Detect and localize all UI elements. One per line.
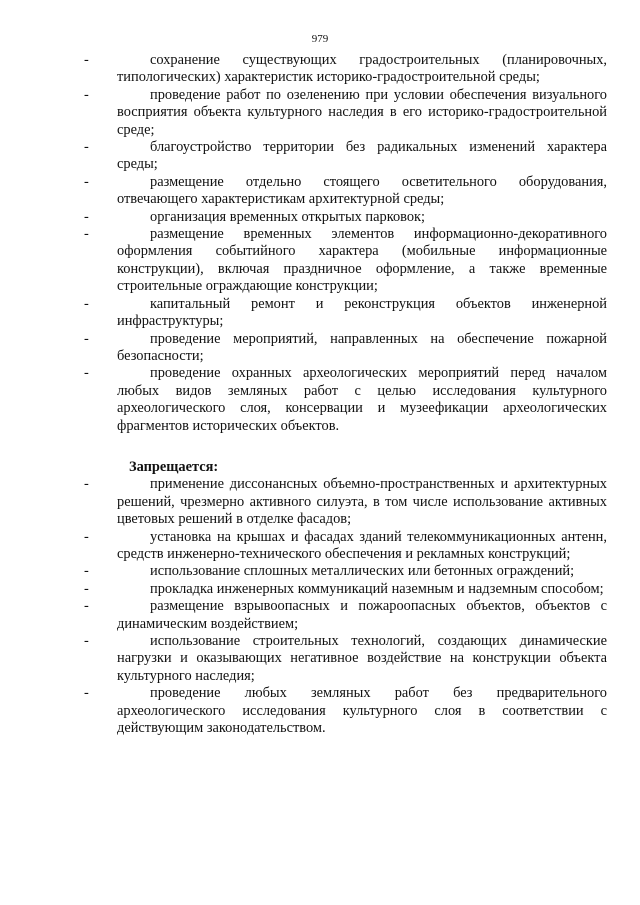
- list-item: [84, 476, 607, 528]
- list-item-text: размещение отдельно стоящего осветительного оборудования, отвечающего характеристикам архитектурной среды;: [117, 173, 607, 208]
- bullet-dash: -: [84, 173, 89, 190]
- list-item: [84, 685, 607, 737]
- list-item: [84, 295, 607, 331]
- list-item-text: размещение временных элементов информационно-декоративного оформления событийного характера (мобильные информационные конструкции), включая праздничное оформление, а также временные строительные ограждающие конструкции;: [117, 226, 607, 295]
- bullet-dash: -: [84, 580, 89, 597]
- list-item: [84, 365, 607, 435]
- list-item-text: сохранение существующих градостроительных (планировочных, типологических) характеристик историко-градостроительной среды;: [117, 52, 607, 86]
- bullet-dash: -: [84, 330, 89, 347]
- bullet-dash: -: [84, 139, 89, 156]
- list-item-text: размещение взрывоопасных и пожароопасных объектов, объектов с динамическим воздействием;: [117, 598, 607, 632]
- bullet-dash: -: [84, 685, 89, 702]
- list-item-text: применение диссонансных объемно-пространственных и архитектурных решений, чрезмерно активного силуэта, в том числе использование активных цветовых решений в отделке фасадов;: [117, 476, 607, 528]
- list-item: [84, 173, 607, 209]
- list-item: [84, 208, 607, 226]
- list-item-text: благоустройство территории без радикальных изменений характера среды;: [117, 139, 607, 173]
- bullet-dash: -: [84, 208, 89, 225]
- bullet-dash: -: [84, 563, 89, 580]
- list-item-text: использование сплошных металлических или бетонных ограждений;: [150, 563, 575, 580]
- list-item-text: проведение любых земляных работ без предварительного археологического исследования культурного слоя в соответствии с действующим законодательством.: [117, 685, 607, 737]
- bullet-dash: -: [84, 528, 89, 545]
- bullet-dash: -: [84, 365, 89, 382]
- bullet-dash: -: [84, 86, 89, 103]
- bullet-dash: -: [84, 598, 89, 615]
- prohibited-list: [84, 476, 607, 737]
- list-item-text: проведение охранных археологических мероприятий перед началом любых видов земляных работ с целью исследования культурного археологического слоя, консервации и музеефикации археологических фрагментов исторических объектов.: [117, 365, 607, 434]
- bullet-dash: -: [84, 226, 89, 243]
- bullet-dash: -: [84, 52, 89, 68]
- page-number: 979: [311, 33, 329, 45]
- list-item: [84, 528, 607, 564]
- list-item: [84, 139, 607, 174]
- list-item: [84, 330, 607, 366]
- allowed-list: [84, 52, 607, 435]
- list-item: [84, 226, 607, 296]
- list-item-text: капитальный ремонт и реконструкция объектов инженерной инфраструктуры;: [117, 295, 607, 330]
- bullet-dash: -: [84, 633, 89, 649]
- list-item-text: прокладка инженерных коммуникаций наземным и надземным способом;: [150, 580, 604, 597]
- bullet-dash: -: [84, 476, 89, 493]
- bullet-dash: -: [84, 295, 89, 312]
- list-item-text: проведение работ по озеленению при условии обеспечения визуального восприятия объекта культурного наследия в его историко-градостроительной среде;: [117, 86, 607, 138]
- list-item-text: установка на крышах и фасадах зданий телекоммуникационных антенн, средств инженерно-технического обеспечения и рекламных конструкций;: [117, 528, 607, 562]
- list-item: [84, 86, 607, 139]
- list-item: [84, 563, 607, 580]
- list-item-text: использование строительных технологий, создающих динамические нагрузки и оказывающих негативное воздействие на конструкции объекта культурного наследия;: [117, 633, 607, 684]
- list-item: [84, 580, 607, 598]
- prohibited-heading: Запрещается:: [129, 458, 219, 475]
- list-item: [84, 633, 607, 685]
- list-item: [84, 52, 607, 87]
- document-body: [84, 52, 607, 737]
- list-item: [84, 598, 607, 633]
- list-item-text: проведение мероприятий, направленных на обеспечение пожарной безопасности;: [117, 330, 607, 364]
- list-item-text: организация временных открытых парковок;: [150, 208, 426, 225]
